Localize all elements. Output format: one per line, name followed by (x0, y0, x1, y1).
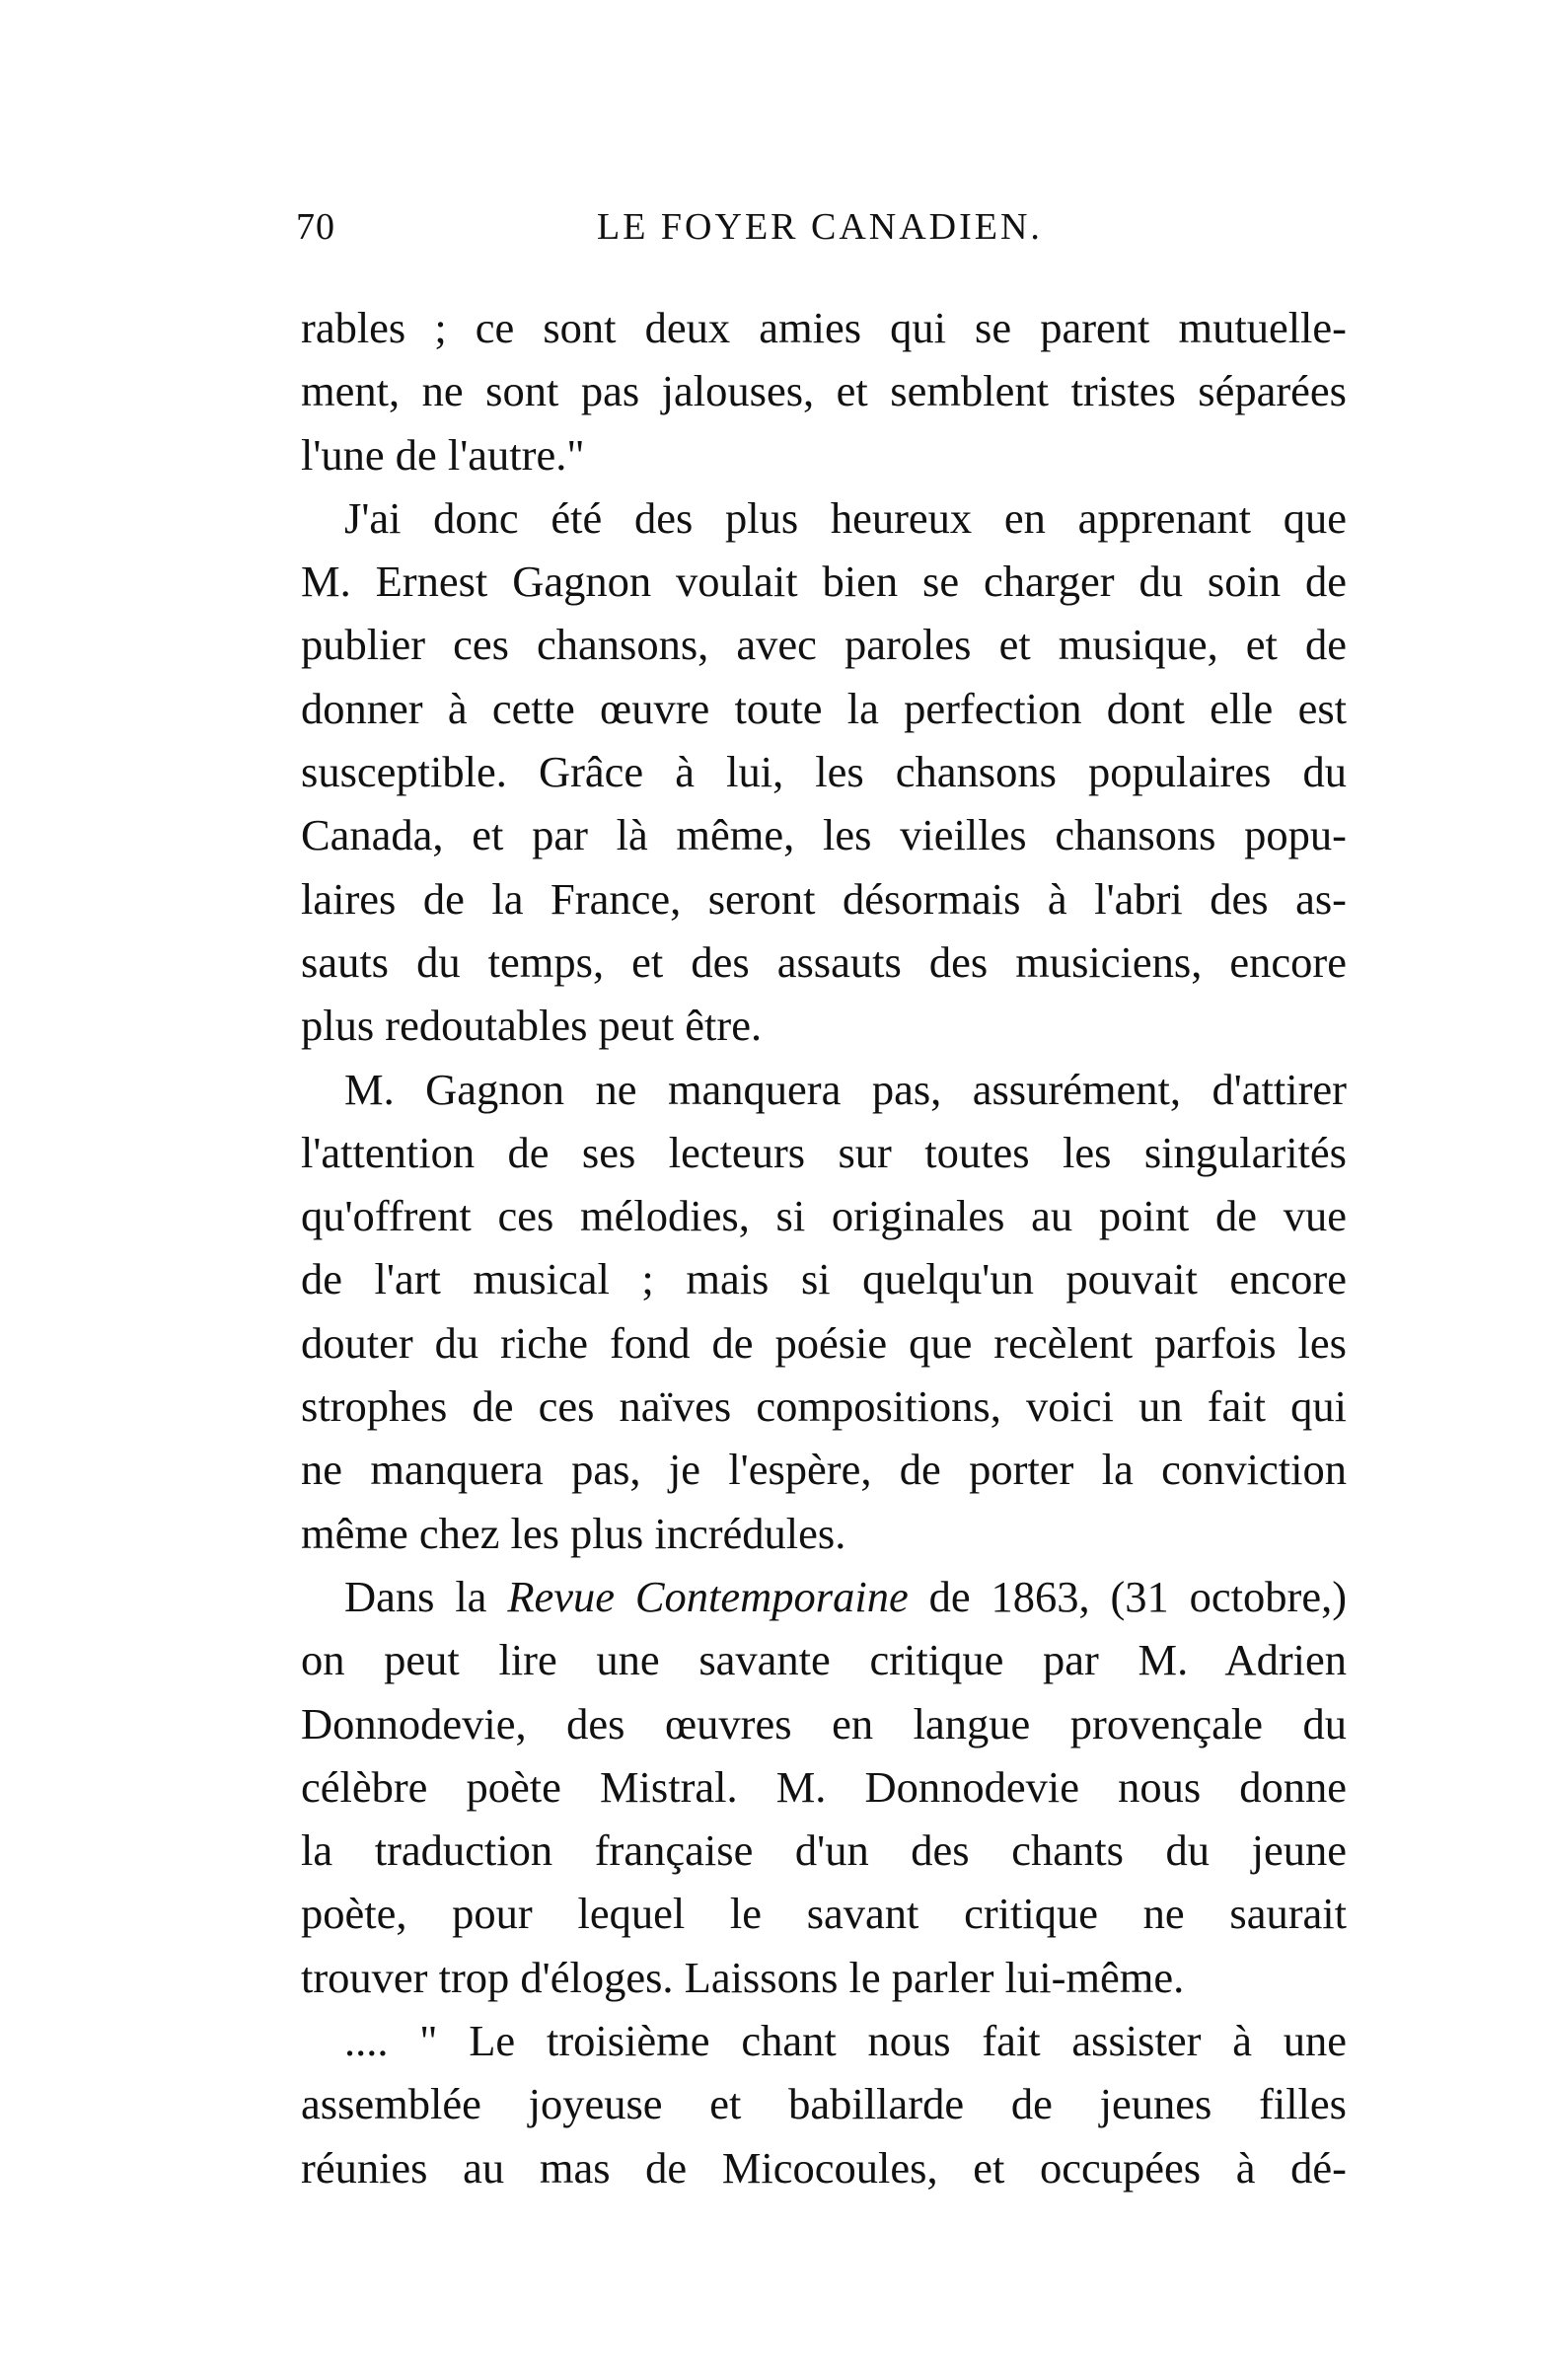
text-line: donner à cette œuvre toute la perfection dont elle est (301, 683, 1347, 733)
text-line: susceptible. Grâce à lui, les chansons populaires du (301, 747, 1347, 797)
text-line: Donnodevie, des œuvres en langue provençale du (301, 1698, 1347, 1748)
text-line: ment, ne sont pas jalouses, et semblent tristes séparées (301, 366, 1347, 416)
text-line: plus redoutables peut être. (301, 1001, 763, 1051)
text-line: sauts du temps, et des assauts des musiciens, encore (301, 936, 1347, 987)
running-head (296, 205, 1342, 264)
text-line: publier ces chansons, avec paroles et musique, et de (301, 620, 1347, 670)
text-line: de l'art musical ; mais si quelqu'un pouvait encore (301, 1254, 1347, 1304)
text-line: J'ai donc été des plus heureux en apprenant que (344, 492, 1347, 543)
text-line: strophes de ces naïves compositions, voici un fait qui (301, 1381, 1347, 1432)
text-line: ne manquera pas, je l'espère, de porter la conviction (301, 1445, 1347, 1495)
text-line: douter du riche fond de poésie que recèlent parfois les (301, 1317, 1347, 1368)
running-title: LE FOYER CANADIEN. (597, 206, 1043, 248)
text-line: .... " Le troisième chant nous fait assister à une (344, 2016, 1347, 2066)
text-line: qu'offrent ces mélodies, si originales au point de vue (301, 1191, 1347, 1241)
text-line: la traduction française d'un des chants du jeune (301, 1825, 1347, 1876)
text-line: Canada, et par là même, les vieilles chansons popu- (301, 810, 1347, 860)
body-text (301, 296, 1347, 2199)
text-line: M. Gagnon ne manquera pas, assurément, d'attirer (344, 1064, 1347, 1114)
text-line-with-title (301, 1565, 1347, 1628)
text-line: on peut lire une savante critique par M. Adrien (301, 1635, 1347, 1685)
journal-title: Revue Contemporaine (507, 1571, 909, 1621)
text-line: assemblée joyeuse et babillarde de jeunes filles (301, 2079, 1347, 2129)
text-line: trouver trop d'éloges. Laissons le parler lui-même. (301, 1952, 1185, 2002)
text-line: M. Ernest Gagnon voulait bien se charger du soin de (301, 557, 1347, 607)
text-fragment: de 1863, (31 octobre,) (928, 1571, 1348, 1621)
text-line: réunies au mas de Micocoules, et occupées à dé- (301, 2142, 1347, 2193)
text-line: poète, pour lequel le savant critique ne saurait (301, 1889, 1347, 1939)
text-fragment: Dans la (344, 1571, 487, 1621)
text-line: l'attention de ses lecteurs sur toutes les singularités (301, 1127, 1347, 1177)
text-line: laires de la France, seront désormais à l'abri des as- (301, 873, 1347, 924)
text-line: l'une de l'autre." (301, 429, 585, 480)
text-line: même chez les plus incrédules. (301, 1508, 846, 1558)
page-number: 70 (296, 206, 335, 248)
text-line: célèbre poète Mistral. M. Donnodevie nous donne (301, 1761, 1347, 1812)
text-line: rables ; ce sont deux amies qui se parent mutuelle- (301, 303, 1347, 352)
